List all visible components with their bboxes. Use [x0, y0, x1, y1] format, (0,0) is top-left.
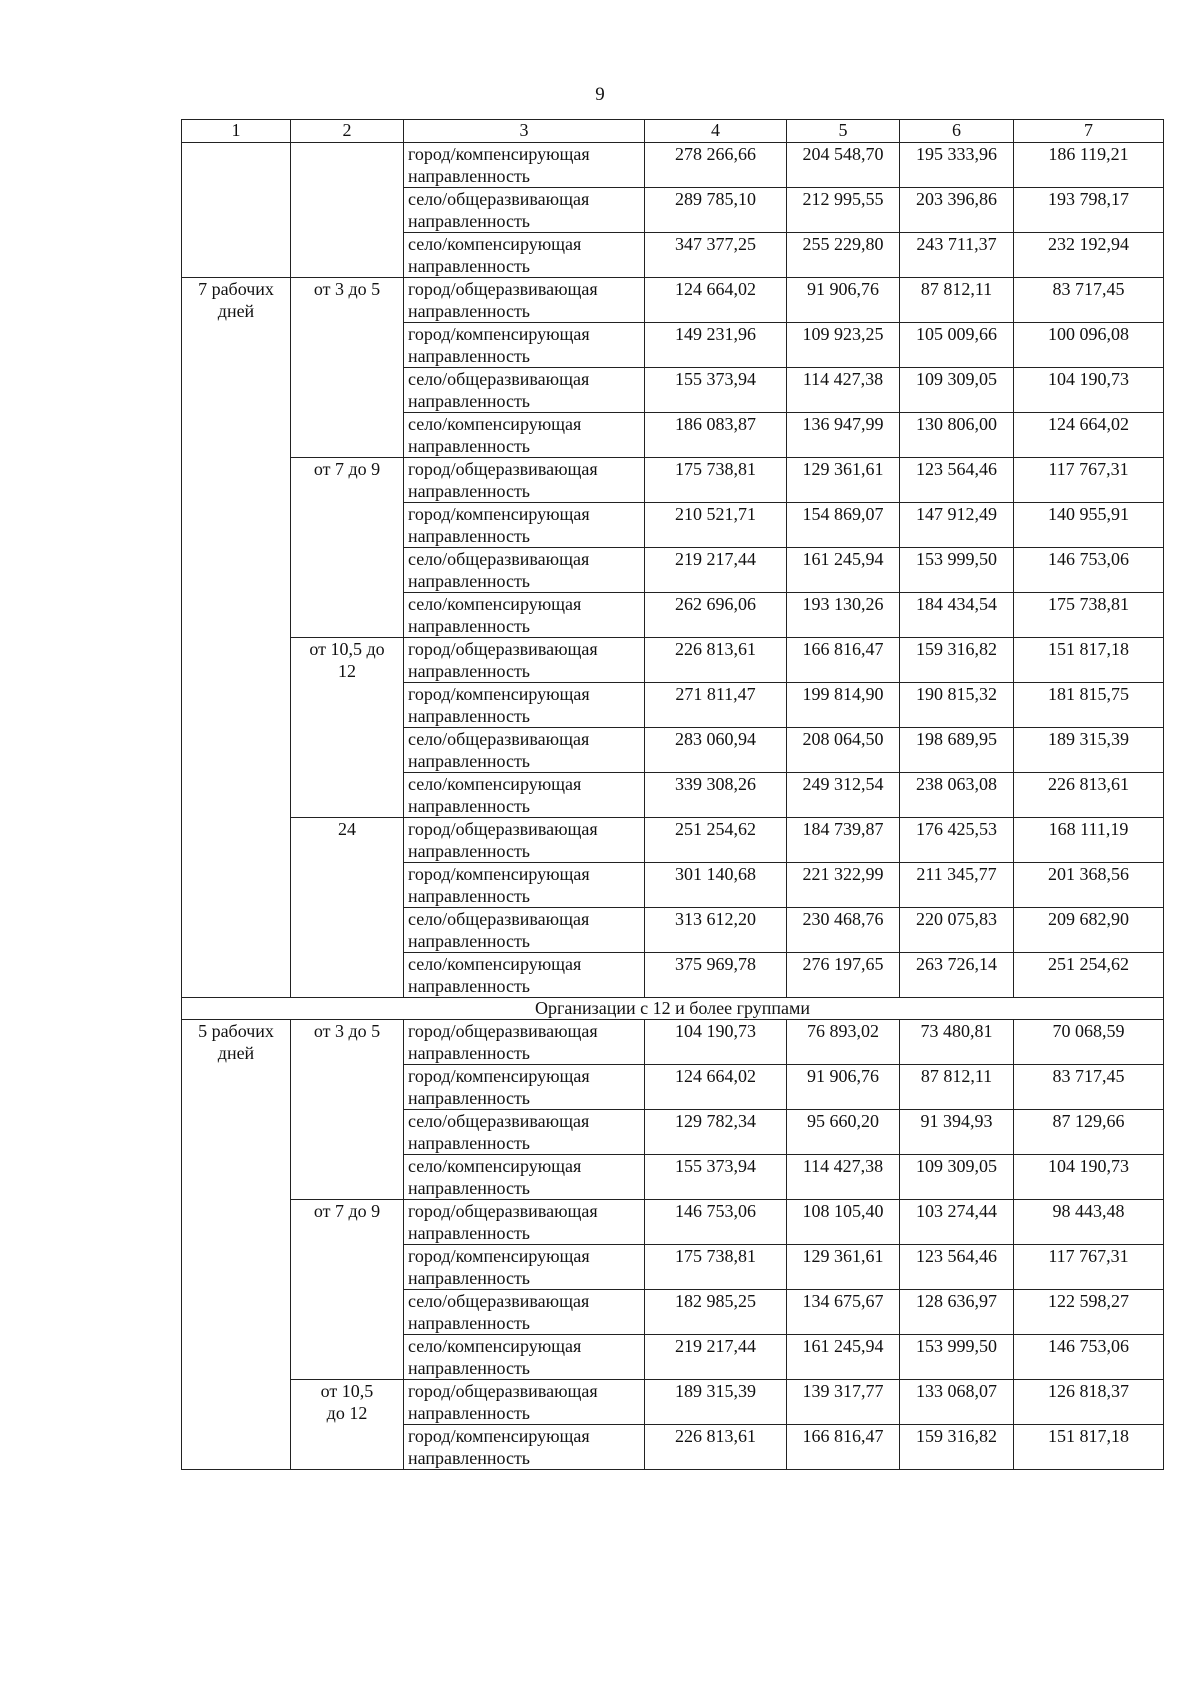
value-cell-col-6: 91 394,93 — [900, 1110, 1014, 1155]
value-cell-col-5: 108 105,40 — [787, 1200, 900, 1245]
value-cell-col-7: 83 717,45 — [1014, 278, 1164, 323]
value-cell-col-7: 104 190,73 — [1014, 368, 1164, 413]
value-cell-col-7: 146 753,06 — [1014, 548, 1164, 593]
value-cell-col-6: 238 063,08 — [900, 773, 1014, 818]
hours-cell — [291, 1200, 404, 1380]
value-cell-col-6: 153 999,50 — [900, 1335, 1014, 1380]
value-cell-col-6: 109 309,05 — [900, 368, 1014, 413]
page-number: 9 — [595, 84, 605, 105]
value-cell-col-5: 212 995,55 — [787, 188, 900, 233]
hours-label: 24 — [338, 819, 356, 839]
value-cell-col-6: 220 075,83 — [900, 908, 1014, 953]
value-cell-col-5: 114 427,38 — [787, 1155, 900, 1200]
value-cell-col-4: 219 217,44 — [645, 1335, 787, 1380]
value-cell-col-7: 151 817,18 — [1014, 1425, 1164, 1470]
value-cell-col-6: 198 689,95 — [900, 728, 1014, 773]
value-cell-col-7: 126 818,37 — [1014, 1380, 1164, 1425]
group-type-cell: село/компенсирующая направленность — [404, 1155, 645, 1200]
value-cell-col-5: 95 660,20 — [787, 1110, 900, 1155]
hours-cell — [291, 638, 404, 818]
value-cell-col-4: 283 060,94 — [645, 728, 787, 773]
group-type-cell: город/общеразвивающая направленность — [404, 638, 645, 683]
value-cell-col-6: 133 068,07 — [900, 1380, 1014, 1425]
working-days-cell — [182, 278, 291, 998]
value-cell-col-4: 278 266,66 — [645, 143, 787, 188]
value-cell-col-6: 153 999,50 — [900, 548, 1014, 593]
table-row — [182, 278, 1164, 323]
group-type-cell: село/компенсирующая направленность — [404, 593, 645, 638]
table-row — [182, 818, 1164, 863]
hours-label: от 7 до 9 — [313, 1201, 381, 1221]
value-cell-col-4: 375 969,78 — [645, 953, 787, 998]
table-header — [182, 120, 1164, 143]
value-cell-col-5: 230 468,76 — [787, 908, 900, 953]
hours-label: от 7 до 9 — [313, 459, 381, 479]
group-type-cell: город/компенсирующая направленность — [404, 323, 645, 368]
table-body — [182, 143, 1164, 1470]
value-cell-col-5: 221 322,99 — [787, 863, 900, 908]
value-cell-col-4: 124 664,02 — [645, 278, 787, 323]
value-cell-col-4: 301 140,68 — [645, 863, 787, 908]
group-type-cell: город/компенсирующая направленность — [404, 1065, 645, 1110]
value-cell-col-6: 195 333,96 — [900, 143, 1014, 188]
hours-label: от 10,5 до 12 — [309, 639, 385, 681]
group-type-cell: село/общеразвивающая направленность — [404, 188, 645, 233]
hours-cell — [291, 143, 404, 278]
value-cell-col-4: 271 811,47 — [645, 683, 787, 728]
group-type-cell: город/общеразвивающая направленность — [404, 1380, 645, 1425]
value-cell-col-7: 124 664,02 — [1014, 413, 1164, 458]
hours-cell — [291, 1020, 404, 1200]
value-cell-col-7: 104 190,73 — [1014, 1155, 1164, 1200]
value-cell-col-7: 117 767,31 — [1014, 458, 1164, 503]
value-cell-col-7: 100 096,08 — [1014, 323, 1164, 368]
column-number: 2 — [291, 120, 404, 143]
value-cell-col-5: 136 947,99 — [787, 413, 900, 458]
value-cell-col-6: 103 274,44 — [900, 1200, 1014, 1245]
value-cell-col-4: 210 521,71 — [645, 503, 787, 548]
value-cell-col-5: 134 675,67 — [787, 1290, 900, 1335]
value-cell-col-4: 347 377,25 — [645, 233, 787, 278]
value-cell-col-7: 87 129,66 — [1014, 1110, 1164, 1155]
group-type-cell: город/общеразвивающая направленность — [404, 1200, 645, 1245]
value-cell-col-6: 109 309,05 — [900, 1155, 1014, 1200]
value-cell-col-7: 201 368,56 — [1014, 863, 1164, 908]
value-cell-col-4: 129 782,34 — [645, 1110, 787, 1155]
group-type-cell: село/компенсирующая направленность — [404, 953, 645, 998]
value-cell-col-4: 155 373,94 — [645, 368, 787, 413]
group-type-cell: город/общеразвивающая направленность — [404, 278, 645, 323]
value-cell-col-5: 208 064,50 — [787, 728, 900, 773]
value-cell-col-5: 129 361,61 — [787, 458, 900, 503]
column-number: 6 — [900, 120, 1014, 143]
column-number: 3 — [404, 120, 645, 143]
column-number: 7 — [1014, 120, 1164, 143]
group-type-cell: село/компенсирующая направленность — [404, 233, 645, 278]
group-type-cell: город/общеразвивающая направленность — [404, 1020, 645, 1065]
value-cell-col-6: 105 009,66 — [900, 323, 1014, 368]
table-row — [182, 638, 1164, 683]
value-cell-col-5: 161 245,94 — [787, 548, 900, 593]
working-days-cell — [182, 143, 291, 278]
group-type-cell: город/компенсирующая направленность — [404, 1245, 645, 1290]
value-cell-col-7: 151 817,18 — [1014, 638, 1164, 683]
column-number: 1 — [182, 120, 291, 143]
value-cell-col-4: 104 190,73 — [645, 1020, 787, 1065]
group-type-cell: село/общеразвивающая направленность — [404, 1110, 645, 1155]
value-cell-col-4: 186 083,87 — [645, 413, 787, 458]
value-cell-col-4: 313 612,20 — [645, 908, 787, 953]
value-cell-col-7: 193 798,17 — [1014, 188, 1164, 233]
hours-label: от 3 до 5 — [313, 279, 381, 299]
group-type-cell: село/общеразвивающая направленность — [404, 368, 645, 413]
value-cell-col-7: 98 443,48 — [1014, 1200, 1164, 1245]
value-cell-col-6: 130 806,00 — [900, 413, 1014, 458]
table-row — [182, 1020, 1164, 1065]
value-cell-col-7: 168 111,19 — [1014, 818, 1164, 863]
value-cell-col-6: 243 711,37 — [900, 233, 1014, 278]
value-cell-col-4: 149 231,96 — [645, 323, 787, 368]
working-days-label: 5 рабочих дней — [198, 1021, 274, 1063]
value-cell-col-7: 209 682,90 — [1014, 908, 1164, 953]
value-cell-col-4: 226 813,61 — [645, 1425, 787, 1470]
value-cell-col-7: 140 955,91 — [1014, 503, 1164, 548]
value-cell-col-5: 184 739,87 — [787, 818, 900, 863]
table-row — [182, 1380, 1164, 1425]
value-cell-col-6: 87 812,11 — [900, 1065, 1014, 1110]
value-cell-col-7: 186 119,21 — [1014, 143, 1164, 188]
column-number-row — [182, 120, 1164, 143]
group-type-cell: город/компенсирующая направленность — [404, 143, 645, 188]
working-days-cell — [182, 1020, 291, 1470]
value-cell-col-6: 184 434,54 — [900, 593, 1014, 638]
value-cell-col-6: 87 812,11 — [900, 278, 1014, 323]
value-cell-col-7: 146 753,06 — [1014, 1335, 1164, 1380]
value-cell-col-4: 146 753,06 — [645, 1200, 787, 1245]
value-cell-col-4: 182 985,25 — [645, 1290, 787, 1335]
value-cell-col-6: 176 425,53 — [900, 818, 1014, 863]
value-cell-col-5: 255 229,80 — [787, 233, 900, 278]
value-cell-col-4: 339 308,26 — [645, 773, 787, 818]
section-title: Организации с 12 и более группами — [182, 998, 1164, 1020]
value-cell-col-5: 129 361,61 — [787, 1245, 900, 1290]
value-cell-col-4: 262 696,06 — [645, 593, 787, 638]
value-cell-col-5: 249 312,54 — [787, 773, 900, 818]
hours-cell — [291, 458, 404, 638]
value-cell-col-5: 109 923,25 — [787, 323, 900, 368]
hours-cell — [291, 818, 404, 998]
value-cell-col-6: 211 345,77 — [900, 863, 1014, 908]
value-cell-col-5: 193 130,26 — [787, 593, 900, 638]
value-cell-col-6: 147 912,49 — [900, 503, 1014, 548]
hours-cell — [291, 278, 404, 458]
value-cell-col-5: 161 245,94 — [787, 1335, 900, 1380]
group-type-cell: город/компенсирующая направленность — [404, 683, 645, 728]
value-cell-col-5: 154 869,07 — [787, 503, 900, 548]
table-row — [182, 143, 1164, 188]
group-type-cell: село/общеразвивающая направленность — [404, 548, 645, 593]
value-cell-col-5: 139 317,77 — [787, 1380, 900, 1425]
value-cell-col-5: 166 816,47 — [787, 638, 900, 683]
value-cell-col-7: 181 815,75 — [1014, 683, 1164, 728]
working-days-label: 7 рабочих дней — [198, 279, 274, 321]
value-cell-col-6: 123 564,46 — [900, 458, 1014, 503]
value-cell-col-7: 251 254,62 — [1014, 953, 1164, 998]
value-cell-col-5: 76 893,02 — [787, 1020, 900, 1065]
value-cell-col-5: 199 814,90 — [787, 683, 900, 728]
value-cell-col-4: 124 664,02 — [645, 1065, 787, 1110]
value-cell-col-4: 175 738,81 — [645, 458, 787, 503]
value-cell-col-4: 219 217,44 — [645, 548, 787, 593]
column-number: 5 — [787, 120, 900, 143]
value-cell-col-6: 73 480,81 — [900, 1020, 1014, 1065]
group-type-cell: село/общеразвивающая направленность — [404, 908, 645, 953]
value-cell-col-7: 175 738,81 — [1014, 593, 1164, 638]
value-cell-col-4: 175 738,81 — [645, 1245, 787, 1290]
value-cell-col-4: 189 315,39 — [645, 1380, 787, 1425]
value-cell-col-6: 159 316,82 — [900, 1425, 1014, 1470]
group-type-cell: город/компенсирующая направленность — [404, 503, 645, 548]
value-cell-col-6: 159 316,82 — [900, 638, 1014, 683]
group-type-cell: город/общеразвивающая направленность — [404, 458, 645, 503]
section-header-row — [182, 998, 1164, 1020]
value-cell-col-5: 204 548,70 — [787, 143, 900, 188]
table-row — [182, 1200, 1164, 1245]
table-row — [182, 458, 1164, 503]
value-cell-col-4: 155 373,94 — [645, 1155, 787, 1200]
hours-cell — [291, 1380, 404, 1470]
value-cell-col-5: 114 427,38 — [787, 368, 900, 413]
value-cell-col-5: 276 197,65 — [787, 953, 900, 998]
value-cell-col-7: 189 315,39 — [1014, 728, 1164, 773]
value-cell-col-4: 251 254,62 — [645, 818, 787, 863]
group-type-cell: город/компенсирующая направленность — [404, 863, 645, 908]
group-type-cell: город/общеразвивающая направленность — [404, 818, 645, 863]
group-type-cell: село/компенсирующая направленность — [404, 773, 645, 818]
value-cell-col-4: 289 785,10 — [645, 188, 787, 233]
group-type-cell: город/компенсирующая направленность — [404, 1425, 645, 1470]
value-cell-col-7: 70 068,59 — [1014, 1020, 1164, 1065]
value-cell-col-7: 117 767,31 — [1014, 1245, 1164, 1290]
value-cell-col-6: 203 396,86 — [900, 188, 1014, 233]
value-cell-col-7: 226 813,61 — [1014, 773, 1164, 818]
column-number: 4 — [645, 120, 787, 143]
group-type-cell: село/общеразвивающая направленность — [404, 1290, 645, 1335]
value-cell-col-4: 226 813,61 — [645, 638, 787, 683]
group-type-cell: село/компенсирующая направленность — [404, 413, 645, 458]
tariff-table — [181, 119, 1164, 1470]
group-type-cell: село/общеразвивающая направленность — [404, 728, 645, 773]
value-cell-col-7: 122 598,27 — [1014, 1290, 1164, 1335]
value-cell-col-5: 91 906,76 — [787, 1065, 900, 1110]
value-cell-col-6: 128 636,97 — [900, 1290, 1014, 1335]
value-cell-col-6: 123 564,46 — [900, 1245, 1014, 1290]
hours-label: от 3 до 5 — [313, 1021, 381, 1041]
value-cell-col-6: 190 815,32 — [900, 683, 1014, 728]
value-cell-col-7: 83 717,45 — [1014, 1065, 1164, 1110]
hours-label: от 10,5 до 12 — [320, 1381, 374, 1423]
value-cell-col-6: 263 726,14 — [900, 953, 1014, 998]
group-type-cell: село/компенсирующая направленность — [404, 1335, 645, 1380]
value-cell-col-5: 166 816,47 — [787, 1425, 900, 1470]
value-cell-col-5: 91 906,76 — [787, 278, 900, 323]
value-cell-col-7: 232 192,94 — [1014, 233, 1164, 278]
